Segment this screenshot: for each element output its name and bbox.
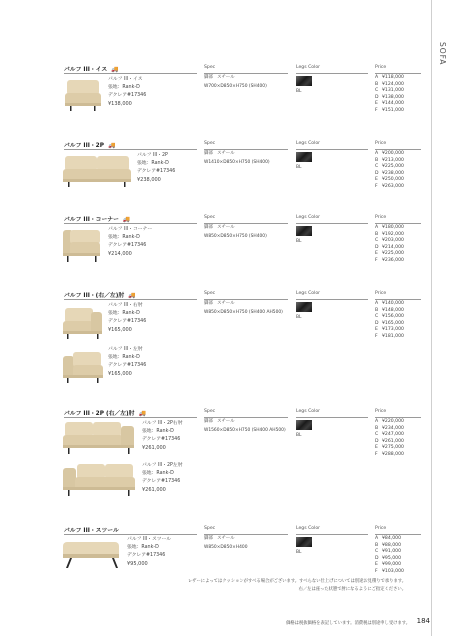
divider — [64, 417, 197, 418]
truck-icon: 🚚 — [128, 292, 136, 299]
section-title: パルフ III・2P 🚚 — [64, 142, 116, 149]
section-title: パルフ III・(右／左)肘 🚚 — [64, 292, 136, 299]
corner-sofa-photo — [62, 228, 102, 264]
divider — [64, 299, 197, 300]
page-number: 184 — [416, 617, 430, 625]
footer — [0, 617, 450, 629]
legs-swatch — [296, 302, 312, 312]
price-list: A ¥84,000 B ¥88,000 C ¥91,000 D ¥95,000 E ¥99,000 F ¥103,000 — [375, 536, 404, 574]
truck-icon: 🚚 — [122, 216, 131, 223]
divider — [296, 534, 368, 535]
side-tab — [431, 0, 450, 636]
product-description: パルフ III・スツール 張地：Rank-D デクレア#17346 ¥95,000 — [127, 537, 172, 567]
product-description: パルフ III・2P左肘 張地：Rank-D デクレア#17346 ¥261,000 — [142, 463, 183, 493]
legs-code: BL — [296, 433, 302, 438]
chair-photo — [64, 78, 102, 112]
footer-text: 価格は税抜価格を表記しています。消費税は別途申し受けます。 — [286, 621, 410, 626]
product-description: パルフ III・コーナー 張地：Rank-D デクレア#17346 ¥214,000 — [108, 227, 153, 257]
price-header: Price — [375, 409, 387, 414]
spec-header: Spec — [204, 141, 216, 146]
product-section-corner — [0, 206, 430, 286]
divider — [375, 73, 421, 74]
spec-text: 脚部 スチール W850×D850×H750 (SH400 AH500) — [204, 301, 283, 315]
legs-header: Legs Color — [296, 291, 321, 296]
divider — [296, 417, 368, 418]
price-header: Price — [375, 65, 387, 70]
spec-header: Spec — [204, 215, 216, 220]
right-arm-sofa-photo — [62, 306, 104, 340]
divider — [64, 534, 197, 535]
legs-header: Legs Color — [296, 526, 321, 531]
price-header: Price — [375, 141, 387, 146]
divider — [64, 149, 197, 150]
product-section-2p-arm — [0, 400, 430, 520]
divider — [64, 73, 197, 74]
spec-header: Spec — [204, 409, 216, 414]
legs-header: Legs Color — [296, 141, 321, 146]
divider — [375, 149, 421, 150]
divider — [375, 534, 421, 535]
truck-icon: 🚚 — [111, 66, 119, 73]
section-title: パルフ III・コーナー 🚚 — [64, 216, 131, 223]
section-title: パルフ III・スツール — [64, 528, 119, 534]
section-title: パルフ III・2P (右／左)肘 🚚 — [64, 410, 146, 417]
divider — [64, 223, 197, 224]
product-section-chair — [0, 56, 430, 136]
divider — [375, 223, 421, 224]
product-description: パルフ III・イス 張地：Rank-D デクレア#17346 ¥138,000 — [108, 77, 147, 107]
legs-code: BL — [296, 239, 302, 244]
spec-text: 脚部 スチール W850×D850×H400 — [204, 536, 248, 550]
product-description: パルフ III・右肘 張地：Rank-D デクレア#17346 ¥165,000 — [108, 303, 147, 333]
legs-header: Legs Color — [296, 409, 321, 414]
section-title: パルフ III・イス 🚚 — [64, 66, 119, 73]
legs-header: Legs Color — [296, 215, 321, 220]
product-section-2p — [0, 132, 430, 212]
price-list: A ¥140,000 B ¥148,000 C ¥156,000 D ¥165,000 E ¥173,000 F ¥181,000 — [375, 301, 404, 339]
legs-swatch — [296, 76, 312, 86]
left-arm-sofa-photo — [62, 350, 104, 384]
price-header: Price — [375, 215, 387, 220]
stool-photo — [62, 538, 122, 570]
sofa-2p-photo — [62, 154, 132, 188]
legs-code: BL — [296, 89, 302, 94]
divider — [296, 223, 368, 224]
price-list: A ¥118,000 B ¥124,000 C ¥131,000 D ¥138,000 E ¥144,000 F ¥151,000 — [375, 75, 404, 113]
spec-header: Spec — [204, 291, 216, 296]
product-section-arm — [0, 282, 430, 400]
legs-swatch — [296, 226, 312, 236]
legs-swatch — [296, 537, 312, 547]
legs-swatch — [296, 420, 312, 430]
legs-swatch — [296, 152, 312, 162]
price-list: A ¥200,000 B ¥213,000 C ¥225,000 D ¥238,000 E ¥250,000 F ¥263,000 — [375, 151, 404, 189]
notes: レザーによってはクッションがすべる場合がございます。すべらない仕上げについては別途お見積りで承ります。 右／左は座った状態で肘になるようにご指定ください。 — [187, 579, 406, 592]
product-description: パルフ III・2P右肘 張地：Rank-D デクレア#17346 ¥261,000 — [142, 421, 183, 451]
spec-header: Spec — [204, 65, 216, 70]
spec-text: 脚部 スチール W1560×D850×H750 (SH400 AH500) — [204, 419, 286, 433]
spec-text: 脚部 スチール W1410×D850×H750 (SH400) — [204, 151, 270, 165]
divider — [375, 417, 421, 418]
sofa-2p-right-arm-photo — [62, 420, 136, 456]
price-header: Price — [375, 526, 387, 531]
legs-header: Legs Color — [296, 65, 321, 70]
product-description: パルフ III・2P 張地：Rank-D デクレア#17346 ¥238,000 — [137, 153, 176, 183]
product-description: パルフ III・左肘 張地：Rank-D デクレア#17346 ¥165,000 — [108, 347, 147, 377]
truck-icon: 🚚 — [107, 142, 116, 149]
sofa-2p-left-arm-photo — [62, 462, 136, 498]
side-label: SOFA — [438, 42, 447, 66]
legs-code: BL — [296, 550, 302, 555]
price-header: Price — [375, 291, 387, 296]
legs-code: BL — [296, 315, 302, 320]
legs-code: BL — [296, 165, 302, 170]
spec-header: Spec — [204, 526, 216, 531]
truck-icon: 🚚 — [138, 410, 146, 417]
divider — [296, 149, 368, 150]
spec-text: 脚部 スチール W850×D850×H750 (SH400) — [204, 225, 267, 239]
divider — [375, 299, 421, 300]
price-list: A ¥220,000 B ¥234,000 C ¥247,000 D ¥261,000 E ¥275,000 F ¥288,000 — [375, 419, 404, 457]
divider — [296, 73, 368, 74]
price-list: A ¥180,000 B ¥192,000 C ¥203,000 D ¥214,000 E ¥225,000 F ¥236,000 — [375, 225, 404, 263]
spec-text: 脚部 スチール W700×D850×H750 (SH400) — [204, 75, 267, 89]
divider — [296, 299, 368, 300]
